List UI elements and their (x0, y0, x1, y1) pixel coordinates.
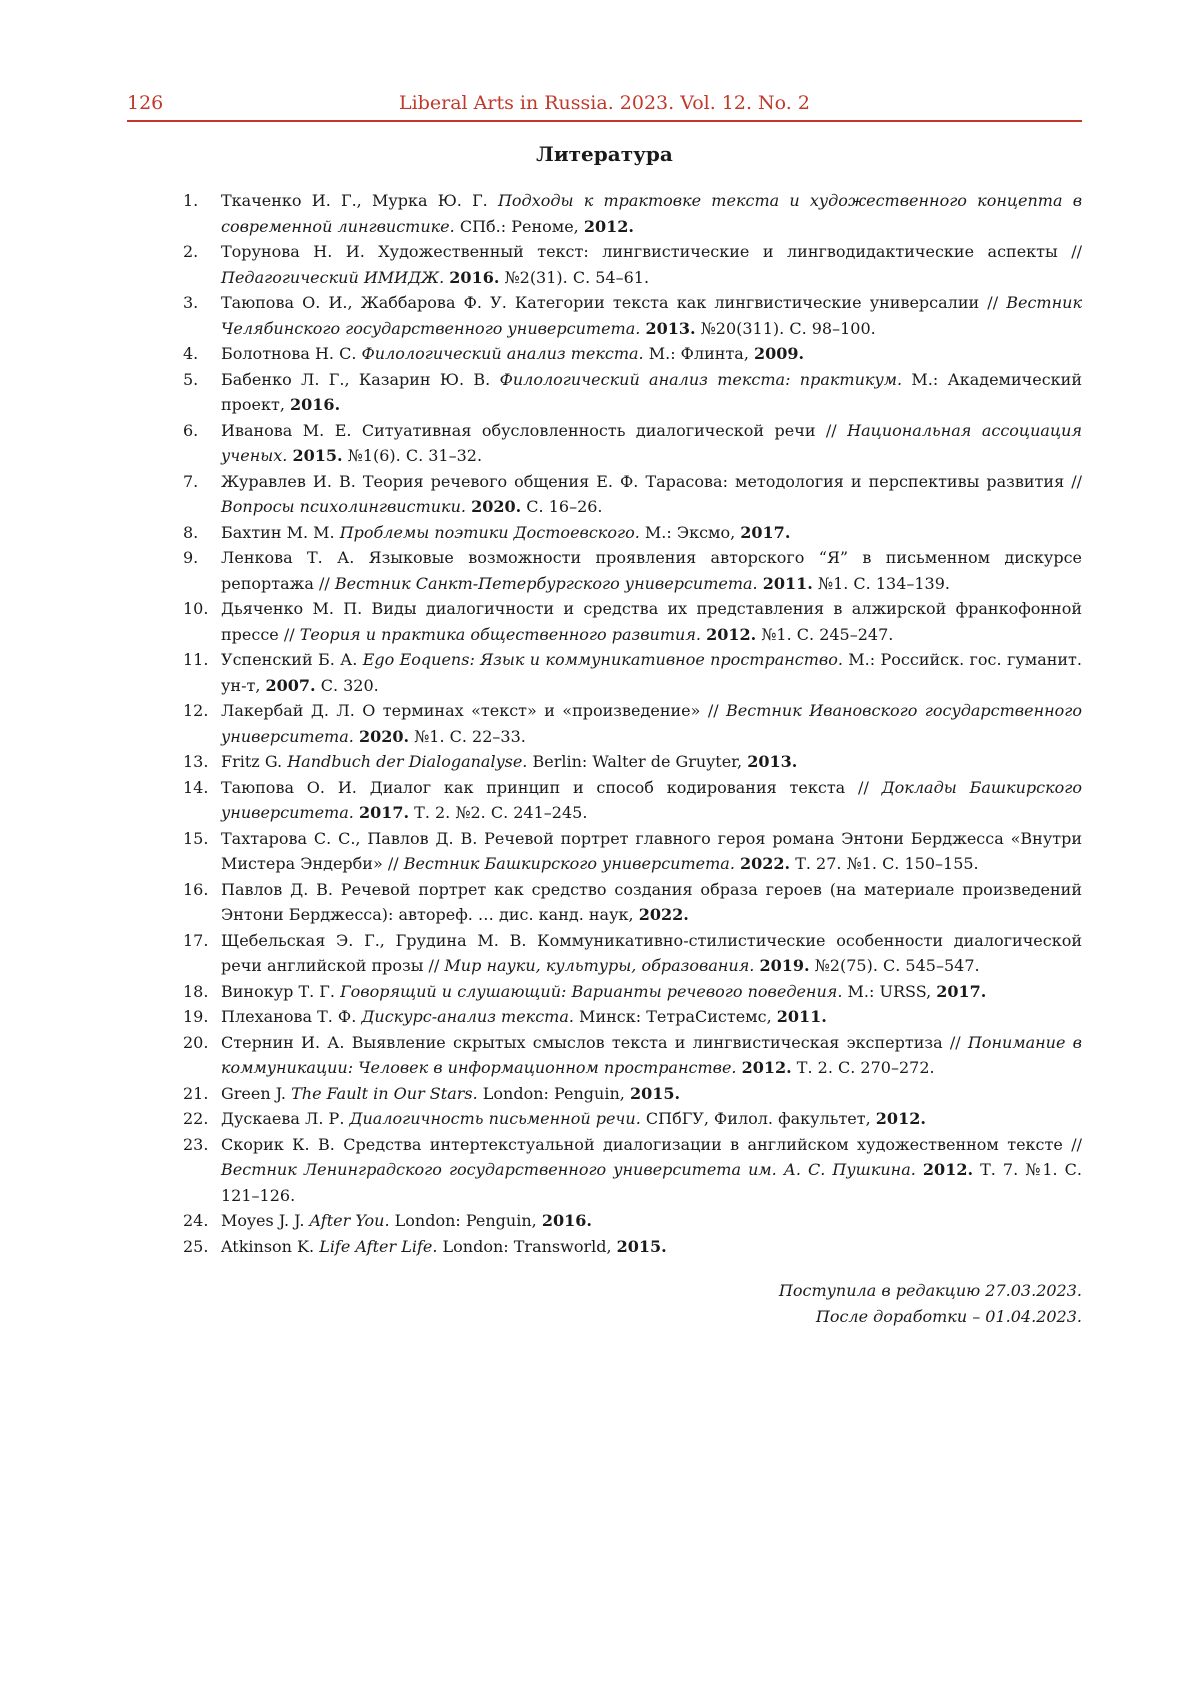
reference-year: 2013. (645, 318, 696, 338)
reference-number: 14. (183, 777, 209, 797)
reference-text: Fritz G. (221, 752, 288, 771)
reference-title: Вестник Санкт-Петербургского университета. (334, 573, 758, 593)
reference-text: №2(75). С. 545–547. (809, 956, 980, 975)
reference-text: С. 16–26. (521, 497, 603, 516)
reference-title: Handbuch der Dialoganalyse. (287, 752, 528, 771)
reference-text: Плеханова Т. Ф. (221, 1007, 362, 1026)
reference-item (183, 749, 1082, 775)
reference-item (183, 239, 1082, 290)
reference-number: 25. (183, 1236, 209, 1256)
reference-text: Ткаченко И. Г., Мурка Ю. Г. (221, 191, 498, 210)
reference-item (183, 418, 1082, 469)
reference-number: 13. (183, 752, 209, 771)
reference-year: 2009. (754, 344, 805, 363)
reference-text: М.: Академический проект, (221, 369, 1083, 414)
reference-item (183, 469, 1082, 520)
reference-text: Иванова М. Е. Ситуативная обусловленность диалогической речи // (221, 420, 848, 440)
reference-text: Бахтин М. М. (221, 522, 340, 542)
reference-item (183, 1132, 1082, 1209)
running-head (127, 90, 1082, 122)
reference-item (183, 979, 1082, 1005)
reference-text: СПбГУ, Филол. факультет, (640, 1109, 876, 1128)
reference-text: Тахтарова С. С., Павлов Д. В. Речевой портрет главного героя романа Энтони Берджесса «Внутри Мистера Эндерби» // (221, 828, 1082, 873)
reference-text: №1. С. 22–33. (409, 726, 526, 746)
reference-text: Green J. (221, 1083, 292, 1103)
reference-number: 19. (183, 1007, 209, 1026)
reference-text: М.: Российск. гос. гуманит. ун-т, (221, 650, 1082, 695)
reference-year: 2007. (265, 675, 316, 695)
reference-text: Павлов Д. В. Речевой портрет как средство создания образа героев (на материале произведений Энтони Берджесса): автореф. … дис. канд. наук, (221, 879, 1082, 924)
reference-number: 24. (183, 1211, 209, 1230)
reference-number: 4. (183, 344, 199, 363)
page-number: 126 (127, 92, 164, 114)
reference-number: 20. (183, 1032, 209, 1052)
reference-item (183, 877, 1082, 928)
reference-text: Т. 2. №2. С. 241–245. (409, 803, 588, 822)
reference-year: 2015. (616, 1236, 667, 1256)
reference-text: №1(6). С. 31–32. (342, 446, 483, 465)
reference-text: Т. 7. №1. С. 121–126. (221, 1160, 1083, 1205)
reference-text: London: Transworld, (437, 1236, 617, 1256)
reference-number: 6. (183, 420, 199, 440)
reference-item (183, 1106, 1082, 1132)
reference-title: Теория и практика общественного развития. (299, 624, 701, 644)
reference-number: 7. (183, 471, 199, 491)
reference-year: 2017. (740, 522, 791, 542)
reference-number: 3. (183, 293, 199, 312)
reference-text: М.: Флинта, (643, 344, 755, 363)
reference-title: Филологический анализ текста: практикум. (499, 369, 903, 389)
reference-title: After You. (309, 1211, 390, 1230)
reference-text: Т. 27. №1. С. 150–155. (790, 854, 979, 873)
reference-number: 5. (183, 369, 199, 389)
reference-number: 17. (183, 930, 209, 950)
reference-title: Дискурс-анализ текста. (361, 1007, 574, 1026)
reference-item (183, 775, 1082, 826)
reference-text: Успенский Б. А. (221, 650, 363, 669)
reference-text: СПб.: Реноме, (454, 216, 584, 236)
reference-text: Стернин И. А. Выявление скрытых смыслов текста и лингвистическая экспертиза // (221, 1032, 968, 1052)
reference-year: 2020. (471, 497, 522, 516)
revised-date: После доработки – 01.04.2023. (815, 1306, 1082, 1326)
reference-title: Вестник Челябинского государственного университета. (221, 293, 1082, 338)
reference-number: 9. (183, 548, 199, 567)
reference-year: 2012. (583, 216, 634, 236)
reference-title: Ego Eoquens: Язык и коммуникативное пространство. (362, 650, 843, 669)
reference-year: 2015. (629, 1083, 681, 1103)
reference-year: 2022. (638, 905, 689, 924)
reference-title: Проблемы поэтики Достоевского. (339, 522, 640, 542)
reference-list (183, 188, 1082, 1259)
reference-text: Дьяченко М. П. Виды диалогичности и средства их представления в алжирской франкофонной прессе // (221, 599, 1082, 644)
reference-year: 2011. (762, 573, 813, 593)
reference-year: 2012. (741, 1058, 792, 1077)
reference-year: 2022. (740, 854, 791, 873)
reference-text: London: Penguin, (477, 1083, 630, 1103)
reference-item (183, 341, 1082, 367)
reference-text: №1. С. 134–139. (812, 573, 950, 593)
reference-year: 2020. (358, 726, 410, 746)
reference-text: Болотнова Н. С. (221, 344, 362, 363)
reference-item (183, 545, 1082, 596)
reference-item (183, 647, 1082, 698)
reference-text: Moyes J. J. (221, 1211, 310, 1230)
reference-text: Минск: ТетраСистемс, (573, 1007, 777, 1026)
reference-text: С. 320. (315, 675, 379, 695)
reference-number: 16. (183, 879, 209, 899)
reference-year: 2012. (706, 624, 757, 644)
reference-number: 22. (183, 1109, 209, 1128)
reference-year: 2013. (747, 752, 798, 771)
reference-item (183, 1081, 1082, 1107)
reference-text: Berlin: Walter de Gruyter, (527, 752, 748, 771)
reference-text: М.: URSS, (842, 981, 937, 1001)
reference-text: Т. 2. С. 270–272. (791, 1058, 935, 1077)
reference-title: Понимание в коммуникации: Человек в информационном пространстве. (221, 1032, 1082, 1077)
reference-item (183, 928, 1082, 979)
reference-number: 10. (183, 599, 209, 618)
reference-text: Бабенко Л. Г., Казарин Ю. В. (221, 369, 500, 389)
reference-title: Педагогический ИМИДЖ. (221, 267, 445, 287)
reference-number: 1. (183, 191, 199, 210)
article-dates (779, 1278, 1082, 1329)
reference-title: Диалогичность письменной речи. (349, 1109, 641, 1128)
reference-text: Винокур Т. Г. (221, 981, 341, 1001)
reference-title: Доклады Башкирского университета. (221, 777, 1082, 822)
reference-number: 8. (183, 522, 199, 542)
reference-item (183, 520, 1082, 546)
reference-year: 2012. (875, 1109, 926, 1128)
reference-item (183, 1030, 1082, 1081)
reference-text: Таюпова О. И., Жаббарова Ф. У. Категории текста как лингвистические универсалии // (221, 293, 1007, 312)
reference-number: 15. (183, 828, 209, 848)
reference-text (916, 1160, 923, 1179)
reference-title: Вопросы психолингвистики. (221, 497, 466, 516)
reference-item (183, 367, 1082, 418)
reference-year: 2016. (449, 267, 500, 287)
reference-title: The Fault in Our Stars. (291, 1083, 478, 1103)
reference-year: 2011. (776, 1007, 827, 1026)
reference-text: Дускаева Л. Р. (221, 1109, 350, 1128)
reference-item (183, 596, 1082, 647)
reference-text: №20(311). С. 98–100. (695, 318, 876, 338)
reference-title: Life After Life. (319, 1236, 438, 1256)
reference-title: Вестник Башкирского университета. (403, 854, 735, 873)
received-date: Поступила в редакцию 27.03.2023. (778, 1281, 1082, 1300)
reference-item (183, 188, 1082, 239)
reference-text: London: Penguin, (389, 1211, 542, 1230)
reference-year: 2012. (922, 1160, 974, 1179)
journal-title: Liberal Arts in Russia. 2023. Vol. 12. No. 2 (399, 92, 810, 114)
reference-text: Ленкова Т. А. Языковые возможности проявления авторского “Я” в письменном дискурсе репортажа // (221, 548, 1082, 593)
reference-text: №2(31). С. 54–61. (499, 267, 650, 287)
reference-text: Лакербай Д. Л. О терминах «текст» и «произведение» // (221, 701, 727, 720)
reference-item (183, 698, 1082, 749)
reference-number: 11. (183, 650, 209, 669)
reference-text: Журавлев И. В. Теория речевого общения Е. Ф. Тарасова: методология и перспективы развития // (221, 471, 1082, 491)
reference-text: №1. С. 245–247. (756, 624, 894, 644)
reference-number: 23. (183, 1134, 209, 1154)
reference-number: 2. (183, 242, 199, 261)
section-title: Литература (536, 142, 673, 166)
reference-text: Atkinson K. (221, 1236, 320, 1256)
reference-year: 2019. (759, 956, 810, 975)
reference-title: Вестник Ивановского государственного университета. (221, 701, 1083, 746)
reference-year: 2017. (358, 803, 410, 822)
reference-title: Вестник Ленинградского государственного университета им. А. С. Пушкина. (221, 1160, 916, 1179)
reference-number: 21. (183, 1083, 209, 1103)
reference-text: Скорик К. В. Средства интертекстуальной диалогизации в английском художественном тексте // (221, 1134, 1082, 1154)
reference-item (183, 826, 1082, 877)
reference-item (183, 1208, 1082, 1234)
reference-title: Говорящий и слушающий: Варианты речевого поведения. (340, 981, 843, 1001)
reference-text: М.: Эксмо, (639, 522, 741, 542)
reference-year: 2016. (290, 395, 341, 414)
reference-title: Филологический анализ текста. (361, 344, 644, 363)
reference-year: 2016. (541, 1211, 592, 1230)
reference-number: 18. (183, 981, 209, 1001)
reference-title: Мир науки, культуры, образования. (444, 956, 755, 975)
reference-text: Таюпова О. И. Диалог как принцип и способ кодирования текста // (221, 777, 882, 797)
reference-number: 12. (183, 701, 209, 720)
reference-item (183, 1004, 1082, 1030)
reference-text: Торунова Н. И. Художественный текст: лингвистические и лингводидактические аспекты // (221, 242, 1082, 261)
reference-title: Национальная ассоциация ученых. (221, 420, 1083, 465)
reference-year: 2017. (936, 981, 987, 1001)
reference-text: Щебельская Э. Г., Грудина М. В. Коммуникативно-стилистические особенности диалогической речи английской прозы // (221, 930, 1082, 975)
reference-year: 2015. (292, 446, 343, 465)
reference-title: Подходы к трактовке текста и художественного концепта в современной лингвистике. (221, 191, 1083, 236)
reference-item (183, 1234, 1082, 1260)
reference-item (183, 290, 1082, 341)
